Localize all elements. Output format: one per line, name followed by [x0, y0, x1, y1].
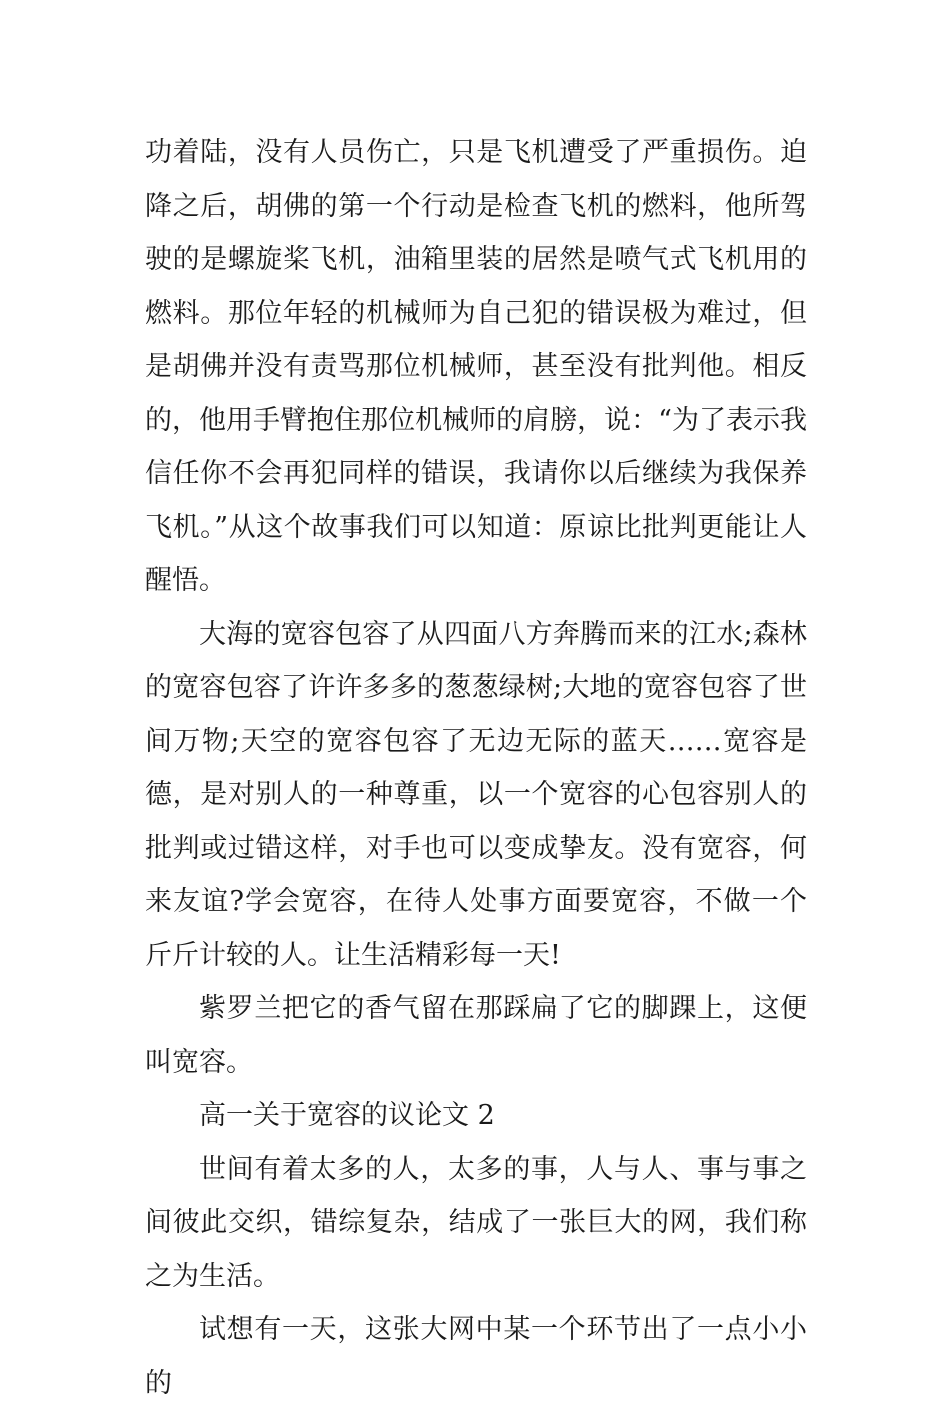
section-heading: 高一关于宽容的议论文 2 — [199, 1100, 495, 1131]
paragraph-hoover-story: 功着陆，没有人员伤亡，只是飞机遭受了严重损伤。迫降之后，胡佛的第一个行动是检查飞机的燃料，他所驾驶的是螺旋桨飞机，油箱里装的居然是喷气式飞机用的燃料。那位年轻的机械师为自己犯的错误极为难过，但是胡佛并没有责骂那位机械师，甚至没有批判他。相反的，他用手臂抱住那位机械师的肩膀，说：“为了表示我信任你不会再犯同样的错误，我请你以后继续为我保养飞机。”从这个故事我们可以知道：原谅比批判更能让人醒悟。 — [145, 137, 807, 596]
paragraph-violet-quote: 紫罗兰把它的香气留在那踩扁了它的脚踝上，这便叫宽容。 — [145, 993, 807, 1078]
document-body — [145, 126, 807, 1410]
paragraph-tolerance-nature: 大海的宽容包容了从四面八方奔腾而来的江水;森林的宽容包容了许许多多的葱葱绿树;大地的宽容包容了世间万物;天空的宽容包容了无边无际的蓝天……宽容是德，是对别人的一种尊重，以一个宽容的心包容别人的批判或过错这样，对手也可以变成挚友。没有宽容，何来友谊?学会宽容，在待人处事方面要宽容，不做一个斤斤计较的人。让生活精彩每一天! — [145, 618, 807, 971]
paragraph-life-web: 世间有着太多的人，太多的事，人与人、事与事之间彼此交织，错综复杂，结成了一张巨大的网，我们称之为生活。 — [145, 1153, 807, 1292]
paragraph-imagine: 试想有一天，这张大网中某一个环节出了一点小小的 — [145, 1314, 807, 1399]
